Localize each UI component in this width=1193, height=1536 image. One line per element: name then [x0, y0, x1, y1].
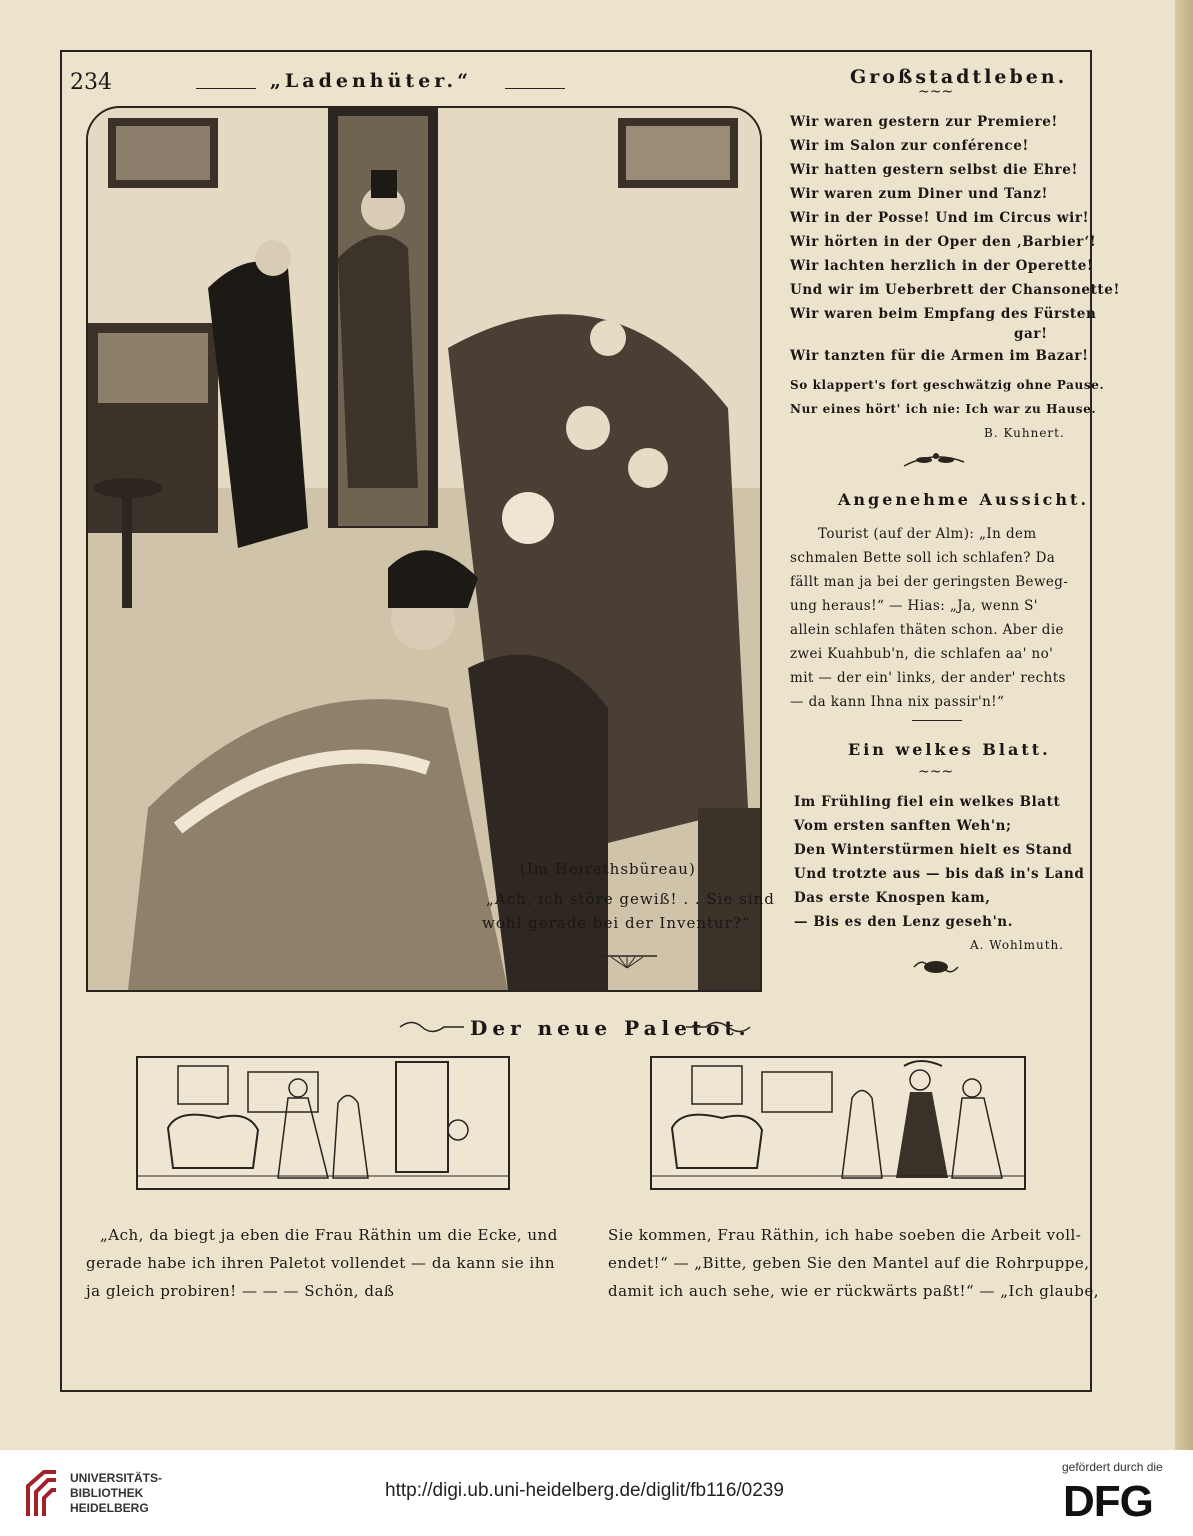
poem-closing-2: Nur eines hört' ich nie: Ich war zu Hause. [790, 402, 1097, 416]
poem-line-9: Wir waren beim Empfang des Fürsten [790, 306, 1097, 322]
poem-line-4: Wir waren zum Diner und Tanz! [790, 186, 1049, 202]
paletot-left-line-1: „Ach, da biegt ja eben die Frau Räthin um die Ecke, und [100, 1226, 558, 1244]
poem-line-11: Wir tanzten für die Armen im Bazar! [790, 348, 1089, 364]
angenehme-line-6: zwei Kuahbub'n, die schlafen aa' no' [790, 646, 1054, 662]
sunburst-ornament [597, 952, 657, 976]
tilde-ornament-2: ~~~ [918, 764, 954, 780]
welkes-line-5: Das erste Knospen kam, [794, 890, 991, 906]
header-rule-right [505, 88, 565, 89]
header-rule-left [196, 88, 256, 89]
frame-bottom [60, 1390, 1092, 1392]
tilde-ornament: ~~~ [918, 84, 954, 100]
dfg-logo: DFG [1063, 1477, 1153, 1526]
angenehme-title: Angenehme Aussicht. [838, 490, 1090, 509]
angenehme-line-4: ung heraus!“ — Hias: „Ja, wenn S' [790, 598, 1038, 614]
poem-line-5: Wir in der Posse! Und im Circus wir! [790, 210, 1090, 226]
section-title: Großstadtleben. [850, 66, 1068, 88]
paletot-left-line-3: ja gleich probiren! — — — Schön, daß [86, 1282, 395, 1300]
welkes-line-2: Vom ersten sanften Weh'n; [794, 818, 1012, 834]
welkes-author: A. Wohlmuth. [970, 938, 1065, 952]
title-flourish-left [398, 1018, 464, 1040]
paletot-left-line-2: gerade habe ich ihren Paletot vollendet — da kann sie ihn [86, 1254, 556, 1272]
title-flourish-right [686, 1018, 752, 1040]
angenehme-line-5: allein schlafen thäten schon. Aber die [790, 622, 1064, 638]
page-edge [1175, 0, 1193, 1450]
page-number: 234 [70, 70, 112, 95]
permalink-url[interactable]: http://digi.ub.uni-heidelberg.de/diglit/fb116/0239 [385, 1480, 784, 1501]
small-ornament [912, 956, 960, 982]
poem-line-6: Wir hörten in der Oper den ‚Barbier‘! [790, 234, 1097, 250]
poem-line-7: Wir lachten herzlich in der Operette! [790, 258, 1094, 274]
poem-line-10: gar! [1014, 326, 1048, 342]
caption-line-2: wohl gerade bei der Inventur?“ [482, 914, 751, 932]
library-name-line-3: HEIDELBERG [70, 1501, 149, 1515]
library-logo-icon [20, 1464, 60, 1524]
poem-line-8: Und wir im Ueberbrett der Chansonette! [790, 282, 1120, 298]
welkes-line-4: Und trotzte aus — bis daß in's Land [794, 866, 1085, 882]
poem-line-3: Wir hatten gestern selbst die Ehre! [790, 162, 1078, 178]
angenehme-line-1: Tourist (auf der Alm): „In dem [818, 526, 1037, 542]
paletot-right-line-1: Sie kommen, Frau Räthin, ich habe soeben die Arbeit voll- [608, 1226, 1082, 1244]
poem-line-1: Wir waren gestern zur Premiere! [790, 114, 1058, 130]
library-name-line-1: UNIVERSITÄTS- [70, 1471, 163, 1485]
paletot-illustration-right [650, 1056, 1026, 1190]
welkes-line-6: — Bis es den Lenz geseh'n. [794, 914, 1014, 930]
paletot-illustration-left [136, 1056, 510, 1190]
running-title: „Ladenhüter.“ [270, 70, 473, 92]
angenehme-line-3: fällt man ja bei der geringsten Beweg- [790, 574, 1069, 590]
library-name [70, 1471, 162, 1516]
poem-closing-1: So klappert's fort geschwätzig ohne Pause. [790, 378, 1105, 392]
welkes-title: Ein welkes Blatt. [848, 740, 1051, 759]
funding-note: gefördert durch die [1062, 1460, 1163, 1474]
poem-line-2: Wir im Salon zur conférence! [790, 138, 1029, 154]
welkes-line-1: Im Frühling fiel ein welkes Blatt [794, 794, 1061, 810]
paletot-title: Der neue Paletot. [470, 1016, 751, 1040]
paletot-right-line-2: endet!“ — „Bitte, geben Sie den Mantel auf die Rohrpuppe, [608, 1254, 1090, 1272]
frame-left [60, 50, 62, 1390]
angenehme-line-8: — da kann Ihna nix passir'n!“ [790, 694, 1005, 710]
leaf-ornament [898, 448, 970, 476]
paletot-right-line-3: damit ich auch sehe, wie er rückwärts paßt!“ — „Ich glaube, [608, 1282, 1100, 1300]
angenehme-line-2: schmalen Bette soll ich schlafen? Da [790, 550, 1056, 566]
short-divider [912, 720, 962, 721]
viewer-footer [0, 1450, 1193, 1536]
caption-line-1: „Ach, ich störe gewiß! . . Sie sind [486, 890, 775, 908]
poem-author: B. Kuhnert. [984, 426, 1065, 440]
library-name-line-2: BIBLIOTHEK [70, 1486, 144, 1500]
frame-right [1090, 50, 1092, 1390]
caption-title: (Im Heirathsbüreau) [520, 860, 696, 878]
frame-top [60, 50, 1092, 52]
angenehme-line-7: mit — der ein' links, der ander' rechts [790, 670, 1066, 686]
welkes-line-3: Den Winterstürmen hielt es Stand [794, 842, 1073, 858]
